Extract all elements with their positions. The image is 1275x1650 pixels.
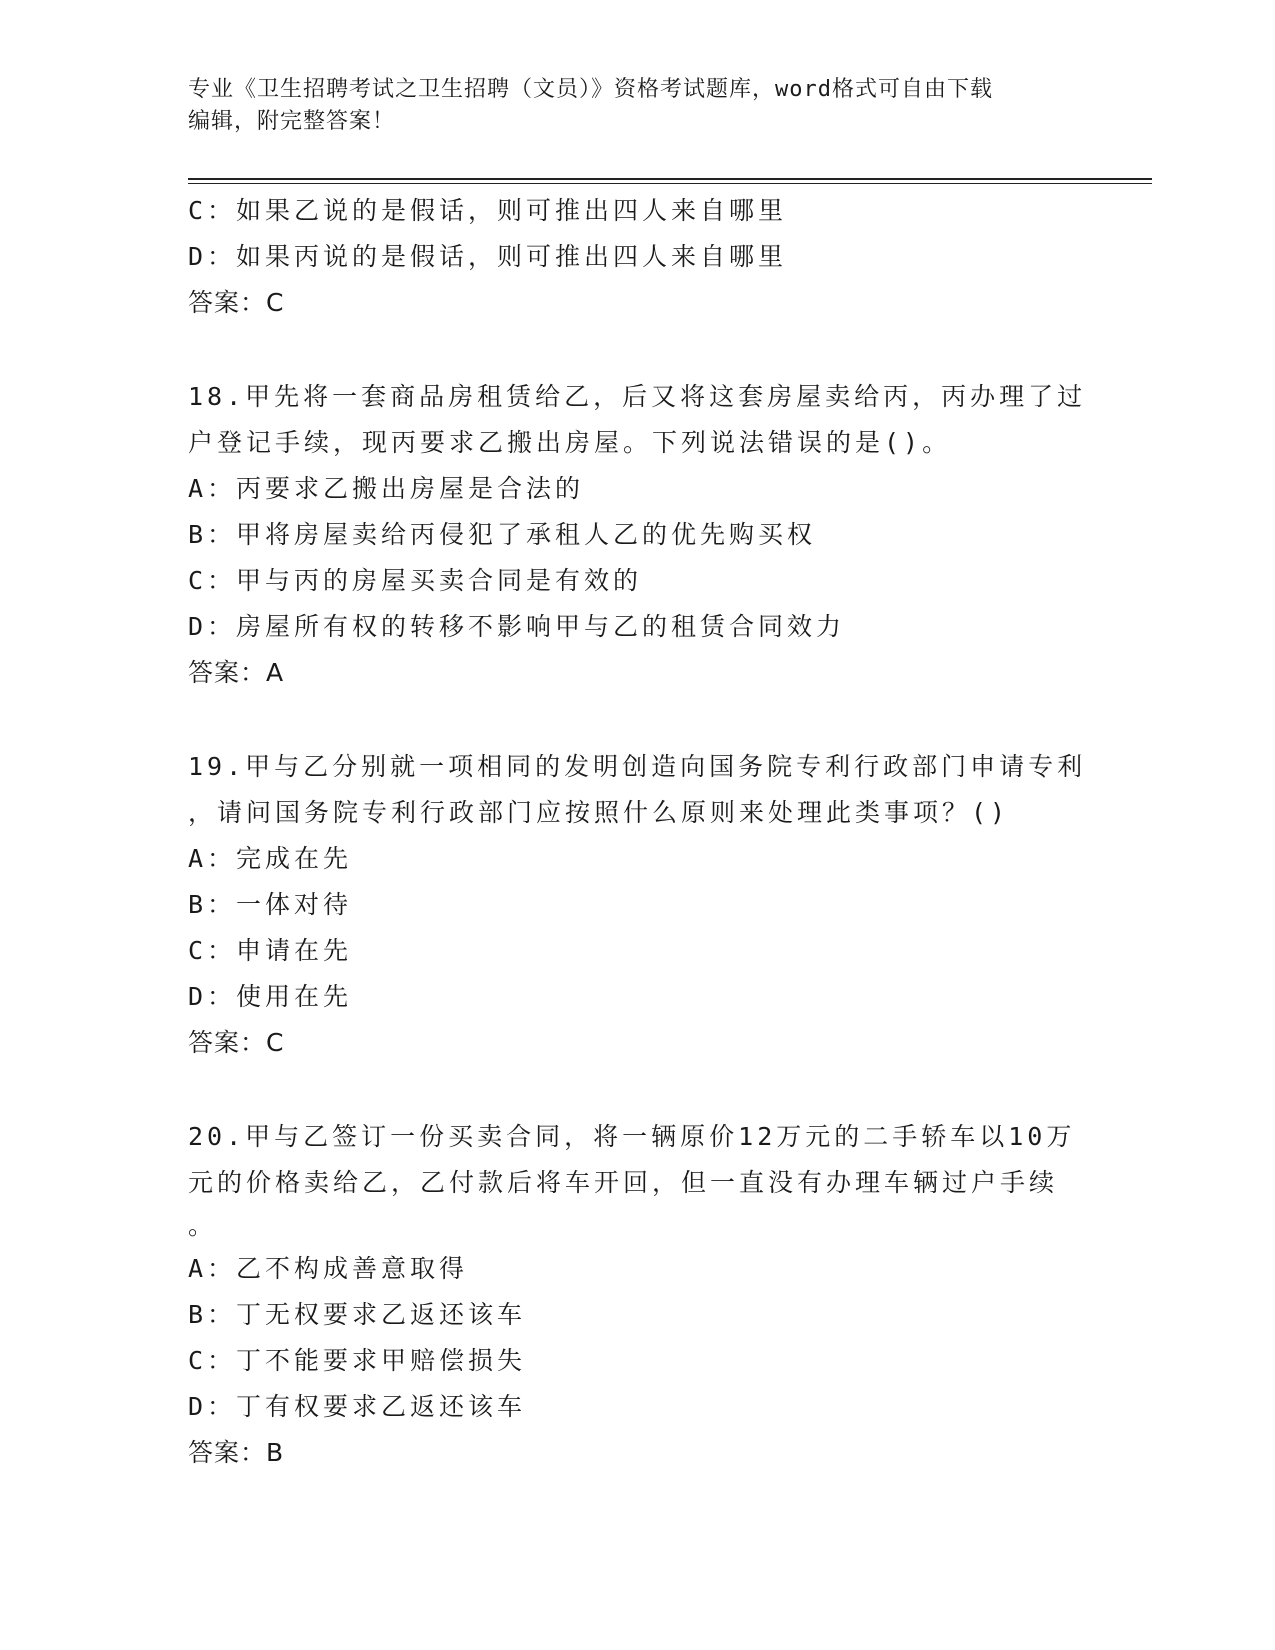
- q18-option-d: D：房屋所有权的转移不影响甲与乙的租赁合同效力: [188, 612, 846, 641]
- q17-answer: 答案：C: [188, 288, 285, 317]
- spacer: [188, 326, 1088, 374]
- q19-stem-line-1: 19.甲与乙分别就一项相同的发明创造向国务院专利行政部门申请专利: [188, 752, 1087, 781]
- q17-option-c: C：如果乙说的是假话，则可推出四人来自哪里: [188, 196, 788, 225]
- q18-answer: 答案：A: [188, 658, 285, 687]
- q18-stem-line-1: 18.甲先将一套商品房租赁给乙，后又将这套房屋卖给丙，丙办理了过: [188, 382, 1087, 411]
- spacer: [188, 1066, 1088, 1114]
- q19-option-a: A：完成在先: [188, 844, 353, 873]
- question-19: [188, 744, 1088, 1066]
- question-20: [188, 1114, 1088, 1476]
- q19-option-d: D：使用在先: [188, 982, 353, 1011]
- q20-stem-line-1: 20.甲与乙签订一份买卖合同，将一辆原价12万元的二手轿车以10万: [188, 1122, 1076, 1151]
- q19-answer: 答案：C: [188, 1028, 285, 1057]
- question-18: [188, 374, 1088, 696]
- q20-stem-line-2: 元的价格卖给乙，乙付款后将车开回，但一直没有办理车辆过户手续: [188, 1168, 1059, 1197]
- header-divider-thin: [188, 183, 1152, 184]
- q17-option-d: D：如果丙说的是假话，则可推出四人来自哪里: [188, 242, 788, 271]
- header-line-2: 编辑，附完整答案！: [188, 109, 396, 134]
- q20-answer: 答案：B: [188, 1438, 285, 1467]
- document-header: [188, 74, 1088, 138]
- q20-stem-line-3: 。: [188, 1211, 218, 1240]
- spacer: [188, 696, 1088, 744]
- q20-option-b: B：丁无权要求乙返还该车: [188, 1300, 527, 1329]
- q18-stem-line-2: 户登记手续，现丙要求乙搬出房屋。下列说法错误的是()。: [188, 428, 952, 457]
- header-divider-thick: [188, 178, 1152, 180]
- q19-option-b: B：一体对待: [188, 890, 353, 919]
- q18-option-a: A：丙要求乙搬出房屋是合法的: [188, 474, 585, 503]
- header-line-1: 专业《卫生招聘考试之卫生招聘（文员）》资格考试题库，word格式可自由下载: [188, 77, 993, 102]
- q19-option-c: C：申请在先: [188, 936, 353, 965]
- q18-option-b: B：甲将房屋卖给丙侵犯了承租人乙的优先购买权: [188, 520, 817, 549]
- q18-option-c: C：甲与丙的房屋买卖合同是有效的: [188, 566, 643, 595]
- q20-option-c: C：丁不能要求甲赔偿损失: [188, 1346, 527, 1375]
- q19-stem-line-2: ，请问国务院专利行政部门应按照什么原则来处理此类事项？(): [188, 798, 1010, 827]
- q20-option-a: A：乙不构成善意取得: [188, 1254, 469, 1283]
- question-17: [188, 188, 1088, 326]
- q20-option-d: D：丁有权要求乙返还该车: [188, 1392, 527, 1421]
- question-content: [188, 188, 1088, 1476]
